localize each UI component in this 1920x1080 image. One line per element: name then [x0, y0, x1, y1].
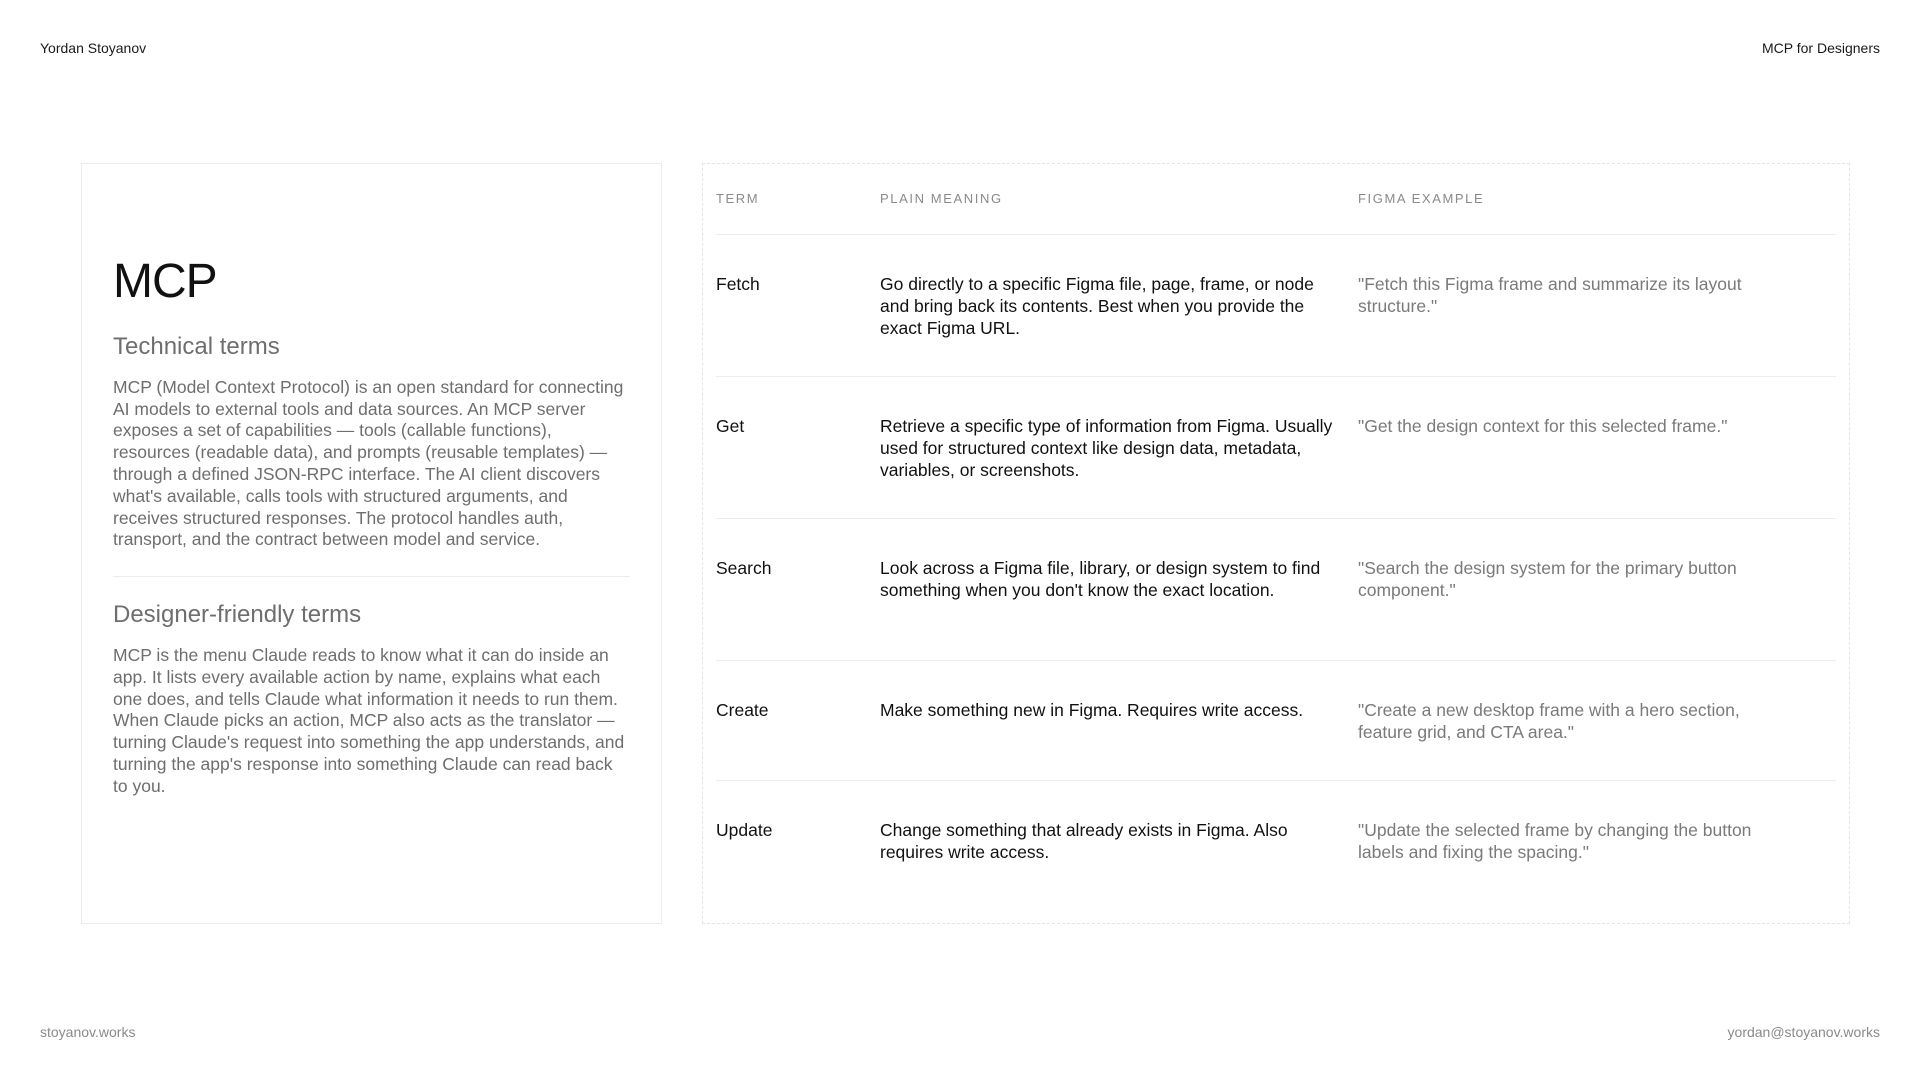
row-term: Search	[716, 558, 772, 578]
deck-title: MCP for Designers	[1761, 40, 1880, 56]
column-header-example: FIGMA EXAMPLE	[1358, 191, 1485, 206]
row-meaning: Make something new in Figma. Requires write access.	[880, 700, 1304, 720]
row-example: "Fetch this Figma frame and summarize its layout structure."	[1358, 274, 1742, 316]
row-example: "Search the design system for the primary button component."	[1358, 558, 1737, 600]
table-row	[716, 661, 1836, 781]
row-meaning: Retrieve a specific type of information from Figma. Usually used for structured context like design data, metadata, variables, or screenshots.	[880, 416, 1333, 480]
table-header	[716, 164, 1836, 235]
row-meaning: Go directly to a specific Figma file, page, frame, or node and bring back its contents. Best when you provide the exact Figma URL.	[880, 274, 1314, 338]
designer-body: MCP is the menu Claude reads to know what it can do inside an app. It lists every available action by name, explains what each one does, and tells Claude what information it needs to run them. When Claude picks an action, MCP also acts as the translator — turning Claude's request into something the app understands, and turning the app's response into something Claude can read back to you.	[113, 644, 625, 796]
row-example: "Create a new desktop frame with a hero section, feature grid, and CTA area."	[1358, 700, 1740, 742]
row-term: Update	[716, 820, 773, 840]
row-term: Get	[716, 416, 745, 436]
row-term: Create	[716, 700, 769, 720]
card-title: MCP	[113, 255, 217, 308]
row-meaning: Look across a Figma file, library, or design system to find something when you don't know the exact location.	[880, 558, 1321, 600]
column-header-term: TERM	[716, 191, 760, 206]
terms-table	[702, 163, 1850, 924]
table-row	[716, 781, 1836, 921]
technical-heading: Technical terms	[113, 333, 280, 360]
email-link[interactable]: yordan@stoyanov.works	[1727, 1024, 1880, 1040]
table-row	[716, 519, 1836, 661]
definition-card	[81, 163, 662, 924]
table-row	[716, 377, 1836, 519]
author-name: Yordan Stoyanov	[40, 40, 147, 56]
row-term: Fetch	[716, 274, 760, 294]
website-link[interactable]: stoyanov.works	[40, 1024, 136, 1040]
row-meaning: Change something that already exists in Figma. Also requires write access.	[880, 820, 1288, 862]
row-example: "Update the selected frame by changing the button labels and fixing the spacing."	[1358, 820, 1752, 862]
column-header-meaning: PLAIN MEANING	[880, 191, 1003, 206]
designer-heading: Designer-friendly terms	[113, 601, 362, 629]
table-row	[716, 235, 1836, 377]
technical-body: MCP (Model Context Protocol) is an open standard for connecting AI models to external tools and data sources. An MCP server exposes a set of capabilities — tools (callable functions), resources (readable data), and prompts (reusable templates) — through a defined JSON-RPC interface. The AI client discovers what's available, calls tools with structured arguments, and receives structured responses. The protocol handles auth, transport, and the contract between model and service.	[113, 376, 624, 550]
section-divider	[113, 576, 630, 577]
row-example: "Get the design context for this selected frame."	[1358, 416, 1728, 436]
